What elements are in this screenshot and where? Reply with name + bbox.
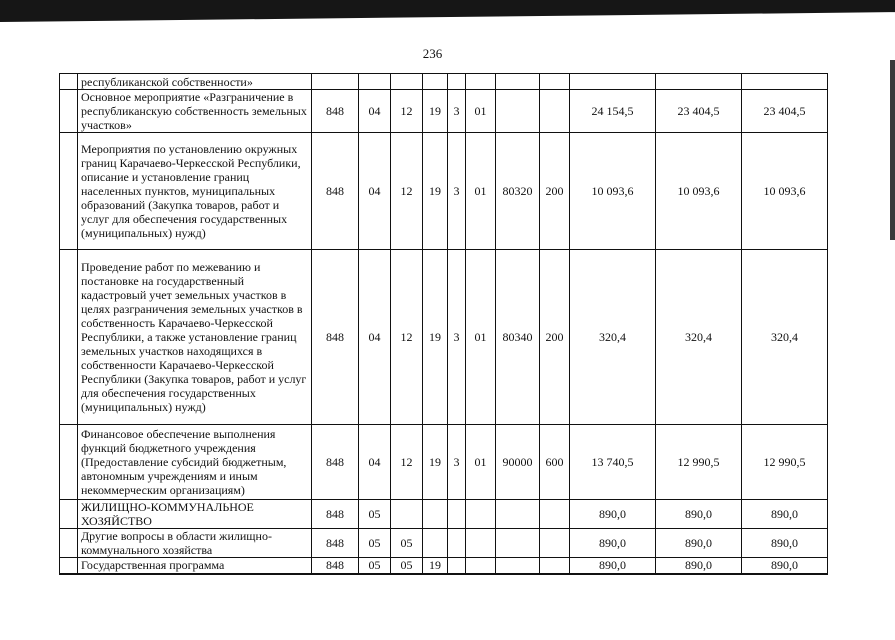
code-cell: 12 bbox=[391, 90, 423, 133]
code-cell bbox=[540, 500, 570, 529]
code-cell bbox=[391, 500, 423, 529]
row-name: ЖИЛИЩНО-КОММУНАЛЬНОЕ ХОЗЯЙСТВО bbox=[78, 500, 312, 529]
amount-cell: 13 740,5 bbox=[570, 425, 656, 500]
code-cell: 80340 bbox=[496, 250, 540, 425]
code-cell: 05 bbox=[391, 558, 423, 574]
amount-cell: 23 404,5 bbox=[656, 90, 742, 133]
code-cell bbox=[466, 74, 496, 90]
empty-cell bbox=[60, 74, 78, 90]
empty-cell bbox=[60, 425, 78, 500]
amount-cell: 12 990,5 bbox=[656, 425, 742, 500]
code-cell bbox=[448, 558, 466, 574]
code-cell: 05 bbox=[359, 529, 391, 558]
amount-cell: 24 154,5 bbox=[570, 90, 656, 133]
amount-cell: 890,0 bbox=[570, 558, 656, 574]
code-cell: 848 bbox=[312, 558, 359, 574]
table-row bbox=[60, 74, 828, 90]
row-name: республиканской собственности» bbox=[78, 74, 312, 90]
row-name: Государственная программа bbox=[78, 558, 312, 574]
code-cell: 848 bbox=[312, 90, 359, 133]
code-cell: 200 bbox=[540, 133, 570, 250]
code-cell: 3 bbox=[448, 133, 466, 250]
code-cell bbox=[423, 529, 448, 558]
code-cell bbox=[540, 558, 570, 574]
code-cell: 01 bbox=[466, 425, 496, 500]
empty-cell bbox=[60, 90, 78, 133]
code-cell: 12 bbox=[391, 133, 423, 250]
code-cell: 01 bbox=[466, 250, 496, 425]
code-cell bbox=[359, 74, 391, 90]
amount-cell: 890,0 bbox=[742, 529, 828, 558]
scan-top-border bbox=[0, 0, 895, 22]
code-cell bbox=[496, 74, 540, 90]
code-cell: 04 bbox=[359, 133, 391, 250]
table-row bbox=[60, 90, 828, 133]
row-name: Основное мероприятие «Разграничение в республиканскую собственность земельных участков» bbox=[78, 90, 312, 133]
amount-cell: 10 093,6 bbox=[570, 133, 656, 250]
table-row bbox=[60, 250, 828, 425]
amount-cell: 320,4 bbox=[656, 250, 742, 425]
table-row bbox=[60, 133, 828, 250]
code-cell bbox=[312, 74, 359, 90]
code-cell bbox=[466, 558, 496, 574]
code-cell: 200 bbox=[540, 250, 570, 425]
row-name: Мероприятия по установлению окружных границ Карачаево-Черкесской Республики, описание и установление границ населенных пунктов, муниципальных образований (Закупка товаров, работ и услуг для обеспечения государственных (муниципальных) нужд) bbox=[78, 133, 312, 250]
code-cell: 80320 bbox=[496, 133, 540, 250]
scan-right-edge bbox=[890, 60, 895, 240]
amount-cell: 890,0 bbox=[742, 500, 828, 529]
code-cell bbox=[448, 529, 466, 558]
code-cell: 04 bbox=[359, 425, 391, 500]
amount-cell: 10 093,6 bbox=[656, 133, 742, 250]
code-cell: 848 bbox=[312, 529, 359, 558]
code-cell: 3 bbox=[448, 90, 466, 133]
code-cell: 19 bbox=[423, 558, 448, 574]
amount-cell: 23 404,5 bbox=[742, 90, 828, 133]
code-cell: 848 bbox=[312, 250, 359, 425]
code-cell: 12 bbox=[391, 250, 423, 425]
code-cell bbox=[466, 529, 496, 558]
code-cell bbox=[391, 74, 423, 90]
code-cell bbox=[423, 74, 448, 90]
code-cell: 05 bbox=[359, 558, 391, 574]
table-row bbox=[60, 529, 828, 558]
amount-cell bbox=[742, 74, 828, 90]
code-cell bbox=[496, 90, 540, 133]
amount-cell: 890,0 bbox=[656, 529, 742, 558]
row-name: Другие вопросы в области жилищно-коммунального хозяйства bbox=[78, 529, 312, 558]
empty-cell bbox=[60, 529, 78, 558]
amount-cell bbox=[570, 74, 656, 90]
code-cell bbox=[540, 74, 570, 90]
code-cell: 05 bbox=[391, 529, 423, 558]
row-name: Проведение работ по межеванию и постановке на государственный кадастровый учет земельных участков в целях разграничения земельных участков в собственность Карачаево-Черкесской Республики, а также установление границ земельных участков находящихся в собственности Карачаево-Черкесской Республики (Закупка товаров, работ и услуг для обеспечения государственных (муниципальных) нужд) bbox=[78, 250, 312, 425]
table-row bbox=[60, 500, 828, 529]
code-cell: 848 bbox=[312, 425, 359, 500]
code-cell: 600 bbox=[540, 425, 570, 500]
code-cell bbox=[466, 500, 496, 529]
code-cell bbox=[448, 500, 466, 529]
code-cell: 90000 bbox=[496, 425, 540, 500]
empty-cell bbox=[60, 133, 78, 250]
empty-cell bbox=[60, 500, 78, 529]
amount-cell: 320,4 bbox=[742, 250, 828, 425]
code-cell: 04 bbox=[359, 90, 391, 133]
amount-cell: 320,4 bbox=[570, 250, 656, 425]
table-row bbox=[60, 425, 828, 500]
code-cell: 19 bbox=[423, 425, 448, 500]
budget-table bbox=[59, 73, 828, 575]
code-cell bbox=[540, 529, 570, 558]
code-cell: 01 bbox=[466, 133, 496, 250]
code-cell bbox=[496, 558, 540, 574]
amount-cell: 10 093,6 bbox=[742, 133, 828, 250]
code-cell: 848 bbox=[312, 133, 359, 250]
code-cell: 19 bbox=[423, 133, 448, 250]
empty-cell bbox=[60, 250, 78, 425]
code-cell: 3 bbox=[448, 425, 466, 500]
amount-cell bbox=[656, 74, 742, 90]
code-cell: 12 bbox=[391, 425, 423, 500]
amount-cell: 890,0 bbox=[656, 500, 742, 529]
code-cell: 04 bbox=[359, 250, 391, 425]
code-cell: 848 bbox=[312, 500, 359, 529]
code-cell bbox=[540, 90, 570, 133]
code-cell: 19 bbox=[423, 250, 448, 425]
code-cell bbox=[496, 529, 540, 558]
code-cell bbox=[496, 500, 540, 529]
amount-cell: 890,0 bbox=[570, 500, 656, 529]
row-name: Финансовое обеспечение выполнения функций бюджетного учреждения (Предоставление субсидий бюджетным, автономным учреждениям и иным некоммерческим организациям) bbox=[78, 425, 312, 500]
code-cell: 05 bbox=[359, 500, 391, 529]
code-cell: 3 bbox=[448, 250, 466, 425]
page-number: 236 bbox=[422, 46, 443, 61]
amount-cell: 12 990,5 bbox=[742, 425, 828, 500]
amount-cell: 890,0 bbox=[570, 529, 656, 558]
table-row bbox=[60, 558, 828, 574]
empty-cell bbox=[60, 558, 78, 574]
code-cell: 19 bbox=[423, 90, 448, 133]
amount-cell: 890,0 bbox=[656, 558, 742, 574]
code-cell bbox=[423, 500, 448, 529]
code-cell: 01 bbox=[466, 90, 496, 133]
code-cell bbox=[448, 74, 466, 90]
amount-cell: 890,0 bbox=[742, 558, 828, 574]
